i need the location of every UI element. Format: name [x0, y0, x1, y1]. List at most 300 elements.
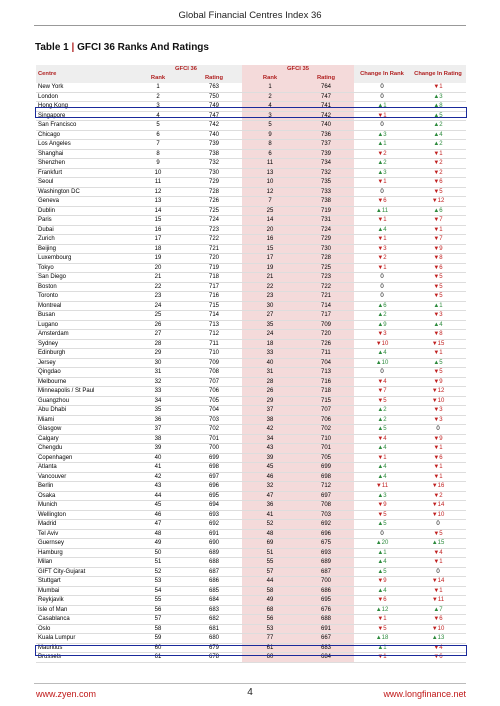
cell-change-rank: 0	[354, 282, 410, 292]
cell-change-rank: 0	[354, 368, 410, 378]
table-row	[36, 149, 466, 159]
cell-change-rank: ▲10	[354, 358, 410, 368]
cell-centre: San Francisco	[36, 121, 130, 131]
cell-gfci35-rating: 728	[298, 254, 354, 264]
table-row	[36, 453, 466, 463]
cell-gfci35-rank: 31	[242, 368, 298, 378]
cell-change-rank: ▼9	[354, 577, 410, 587]
cell-gfci36-rank: 2	[130, 92, 186, 102]
cell-change-rating: ▼15	[410, 339, 466, 349]
cell-change-rank: ▲1	[354, 140, 410, 150]
cell-gfci36-rank: 24	[130, 301, 186, 311]
cell-gfci35-rank: 36	[242, 501, 298, 511]
cell-centre: New York	[36, 83, 130, 92]
cell-change-rating: ▼12	[410, 387, 466, 397]
cell-gfci35-rating: 689	[298, 558, 354, 568]
cell-change-rating: ▼8	[410, 330, 466, 340]
cell-change-rating: ▲1	[410, 301, 466, 311]
cell-gfci36-rank: 9	[130, 159, 186, 169]
cell-gfci35-rating: 731	[298, 216, 354, 226]
cell-gfci36-rank: 34	[130, 396, 186, 406]
cell-gfci36-rating: 704	[186, 406, 242, 416]
cell-gfci35-rating: 735	[298, 178, 354, 188]
cell-gfci36-rating: 690	[186, 539, 242, 549]
table-row	[36, 130, 466, 140]
cell-centre: Seoul	[36, 178, 130, 188]
table-row	[36, 349, 466, 359]
cell-gfci36-rank: 60	[130, 643, 186, 653]
cell-gfci36-rating: 692	[186, 520, 242, 530]
cell-gfci35-rank: 20	[242, 225, 298, 235]
cell-gfci35-rank: 41	[242, 510, 298, 520]
cell-centre: GIFT City-Gujarat	[36, 567, 130, 577]
cell-gfci36-rank: 35	[130, 406, 186, 416]
cell-gfci36-rating: 717	[186, 282, 242, 292]
cell-change-rating: ▲15	[410, 539, 466, 549]
table-row	[36, 605, 466, 615]
cell-gfci36-rating: 713	[186, 320, 242, 330]
cell-gfci35-rank: 55	[242, 558, 298, 568]
cell-change-rating: ▼10	[410, 396, 466, 406]
cell-gfci36-rating: 698	[186, 463, 242, 473]
header-change-rating: Change In Rating	[410, 65, 466, 83]
table-row	[36, 406, 466, 416]
cell-centre: Osaka	[36, 491, 130, 501]
cell-gfci36-rank: 28	[130, 339, 186, 349]
cell-gfci35-rank: 17	[242, 254, 298, 264]
cell-gfci36-rating: 687	[186, 567, 242, 577]
cell-change-rating: ▼1	[410, 472, 466, 482]
cell-change-rank: ▼5	[354, 624, 410, 634]
table-row	[36, 263, 466, 273]
cell-change-rating: 0	[410, 520, 466, 530]
cell-gfci36-rating: 697	[186, 472, 242, 482]
cell-change-rank: ▼6	[354, 197, 410, 207]
cell-gfci35-rating: 723	[298, 273, 354, 283]
cell-gfci36-rank: 8	[130, 149, 186, 159]
cell-gfci35-rank: 56	[242, 615, 298, 625]
cell-change-rank: 0	[354, 529, 410, 539]
cell-change-rating: ▼1	[410, 149, 466, 159]
cell-gfci36-rating: 732	[186, 159, 242, 169]
cell-centre: Brussels	[36, 653, 130, 663]
cell-change-rating: ▼1	[410, 83, 466, 92]
cell-change-rating: ▲5	[410, 111, 466, 121]
cell-change-rating: ▼10	[410, 510, 466, 520]
cell-change-rating: ▼3	[410, 311, 466, 321]
cell-gfci35-rating: 724	[298, 225, 354, 235]
cell-gfci36-rank: 5	[130, 121, 186, 131]
table-row	[36, 643, 466, 653]
cell-centre: Shenzhen	[36, 159, 130, 169]
cell-change-rating: 0	[410, 425, 466, 435]
cell-gfci35-rating: 732	[298, 168, 354, 178]
table-row	[36, 225, 466, 235]
cell-gfci35-rating: 710	[298, 434, 354, 444]
cell-gfci35-rank: 9	[242, 130, 298, 140]
cell-change-rating: ▲4	[410, 130, 466, 140]
cell-gfci35-rating: 736	[298, 130, 354, 140]
table-row	[36, 92, 466, 102]
footer-link-zyen[interactable]: www.zyen.com	[36, 689, 97, 699]
cell-change-rating: ▼7	[410, 235, 466, 245]
cell-change-rating: ▼16	[410, 482, 466, 492]
cell-gfci35-rank: 48	[242, 529, 298, 539]
page-number: 4	[247, 687, 253, 698]
table-row	[36, 111, 466, 121]
cell-gfci35-rank: 40	[242, 358, 298, 368]
header-gfci36-rating: Rating	[186, 74, 242, 83]
cell-gfci35-rating: 740	[298, 121, 354, 131]
table-row	[36, 634, 466, 644]
cell-centre: Munich	[36, 501, 130, 511]
cell-gfci36-rating: 682	[186, 615, 242, 625]
cell-change-rating: ▼12	[410, 197, 466, 207]
cell-change-rating: ▼5	[410, 529, 466, 539]
cell-gfci35-rank: 4	[242, 102, 298, 112]
cell-gfci35-rating: 703	[298, 510, 354, 520]
cell-gfci36-rating: 700	[186, 444, 242, 454]
cell-gfci35-rating: 702	[298, 425, 354, 435]
table-row	[36, 168, 466, 178]
cell-gfci36-rank: 37	[130, 425, 186, 435]
cell-gfci35-rank: 46	[242, 472, 298, 482]
cell-gfci36-rating: 711	[186, 339, 242, 349]
cell-gfci35-rating: 688	[298, 615, 354, 625]
cell-change-rank: ▼4	[354, 377, 410, 387]
table-row	[36, 624, 466, 634]
cell-gfci35-rating: 667	[298, 634, 354, 644]
cell-gfci35-rating: 719	[298, 206, 354, 216]
cell-gfci36-rank: 20	[130, 263, 186, 273]
table-row	[36, 301, 466, 311]
cell-gfci36-rank: 53	[130, 577, 186, 587]
cell-change-rank: ▼2	[354, 254, 410, 264]
cell-gfci36-rating: 707	[186, 377, 242, 387]
cell-gfci35-rank: 33	[242, 349, 298, 359]
cell-centre: Miami	[36, 415, 130, 425]
table-row	[36, 377, 466, 387]
cell-gfci36-rating: 719	[186, 263, 242, 273]
cell-centre: Minneapolis / St Paul	[36, 387, 130, 397]
cell-centre: Zurich	[36, 235, 130, 245]
cell-centre: Isle of Man	[36, 605, 130, 615]
cell-centre: Casablanca	[36, 615, 130, 625]
table-row	[36, 463, 466, 473]
cell-gfci35-rating: 737	[298, 140, 354, 150]
cell-gfci36-rating: 706	[186, 387, 242, 397]
cell-gfci35-rank: 21	[242, 273, 298, 283]
table-title	[35, 42, 209, 53]
cell-gfci36-rank: 15	[130, 216, 186, 226]
cell-gfci36-rank: 16	[130, 225, 186, 235]
cell-gfci36-rank: 27	[130, 330, 186, 340]
cell-gfci35-rank: 27	[242, 311, 298, 321]
cell-change-rank: 0	[354, 121, 410, 131]
cell-gfci35-rank: 18	[242, 339, 298, 349]
cell-change-rank: ▲20	[354, 539, 410, 549]
table-row	[36, 140, 466, 150]
table-row	[36, 358, 466, 368]
cell-gfci35-rating: 692	[298, 520, 354, 530]
cell-gfci35-rating: 707	[298, 406, 354, 416]
cell-centre: Guernsey	[36, 539, 130, 549]
cell-centre: Glasgow	[36, 425, 130, 435]
cell-centre: Calgary	[36, 434, 130, 444]
cell-gfci35-rank: 34	[242, 434, 298, 444]
cell-change-rating: ▼9	[410, 434, 466, 444]
table-row	[36, 216, 466, 226]
cell-gfci35-rating: 675	[298, 539, 354, 549]
table-row	[36, 368, 466, 378]
cell-gfci35-rank: 68	[242, 605, 298, 615]
cell-gfci35-rank: 45	[242, 463, 298, 473]
cell-change-rating: ▼3	[410, 406, 466, 416]
cell-gfci36-rating: 722	[186, 235, 242, 245]
table-row	[36, 444, 466, 454]
cell-gfci36-rank: 47	[130, 520, 186, 530]
cell-gfci35-rating: 704	[298, 358, 354, 368]
table-row	[36, 396, 466, 406]
cell-gfci36-rating: 679	[186, 643, 242, 653]
cell-gfci36-rating: 703	[186, 415, 242, 425]
cell-gfci36-rating: 691	[186, 529, 242, 539]
cell-gfci35-rank: 2	[242, 92, 298, 102]
cell-change-rank: ▲2	[354, 159, 410, 169]
cell-change-rating: ▼6	[410, 178, 466, 188]
table-row	[36, 653, 466, 663]
cell-change-rating: ▼4	[410, 548, 466, 558]
cell-change-rank: ▲4	[354, 444, 410, 454]
cell-gfci35-rank: 35	[242, 320, 298, 330]
cell-gfci36-rank: 55	[130, 596, 186, 606]
cell-gfci35-rating: 716	[298, 377, 354, 387]
cell-gfci35-rank: 77	[242, 634, 298, 644]
cell-centre: Tokyo	[36, 263, 130, 273]
cell-gfci36-rank: 23	[130, 292, 186, 302]
cell-gfci35-rank: 25	[242, 206, 298, 216]
cell-gfci35-rank: 11	[242, 159, 298, 169]
cell-gfci35-rank: 57	[242, 567, 298, 577]
cell-change-rank: ▲1	[354, 102, 410, 112]
cell-change-rating: ▼1	[410, 349, 466, 359]
cell-change-rank: ▲18	[354, 634, 410, 644]
cell-centre: Wellington	[36, 510, 130, 520]
cell-gfci36-rating: 684	[186, 596, 242, 606]
cell-gfci35-rating: 715	[298, 396, 354, 406]
cell-centre: Mauritius	[36, 643, 130, 653]
table-row	[36, 121, 466, 131]
table-row	[36, 491, 466, 501]
cell-gfci36-rating: 688	[186, 558, 242, 568]
cell-change-rank: ▲2	[354, 415, 410, 425]
cell-gfci35-rating: 693	[298, 548, 354, 558]
cell-change-rating: ▲7	[410, 605, 466, 615]
cell-gfci36-rating: 683	[186, 605, 242, 615]
cell-change-rating: ▼5	[410, 292, 466, 302]
cell-gfci35-rating: 730	[298, 244, 354, 254]
header-gfci35-rank: Rank	[242, 74, 298, 83]
cell-centre: Vancouver	[36, 472, 130, 482]
cell-gfci36-rank: 30	[130, 358, 186, 368]
cell-gfci36-rating: 696	[186, 482, 242, 492]
cell-gfci36-rank: 25	[130, 311, 186, 321]
cell-gfci36-rank: 19	[130, 254, 186, 264]
cell-gfci36-rank: 14	[130, 206, 186, 216]
cell-change-rank: ▲5	[354, 520, 410, 530]
table-row	[36, 254, 466, 264]
cell-gfci35-rank: 42	[242, 425, 298, 435]
cell-gfci36-rank: 48	[130, 529, 186, 539]
cell-gfci36-rank: 12	[130, 187, 186, 197]
cell-gfci36-rating: 699	[186, 453, 242, 463]
cell-change-rank: ▼1	[354, 216, 410, 226]
table-row	[36, 596, 466, 606]
cell-centre: Copenhagen	[36, 453, 130, 463]
cell-centre: London	[36, 92, 130, 102]
cell-gfci35-rank: 69	[242, 539, 298, 549]
cell-change-rank: 0	[354, 83, 410, 92]
cell-gfci36-rank: 4	[130, 111, 186, 121]
cell-gfci36-rank: 52	[130, 567, 186, 577]
cell-gfci35-rating: 722	[298, 282, 354, 292]
cell-gfci36-rating: 724	[186, 216, 242, 226]
cell-centre: Tel Aviv	[36, 529, 130, 539]
cell-gfci35-rank: 8	[242, 140, 298, 150]
cell-gfci35-rating: 705	[298, 453, 354, 463]
table-row	[36, 510, 466, 520]
cell-centre: Hong Kong	[36, 102, 130, 112]
cell-gfci35-rating: 706	[298, 415, 354, 425]
cell-change-rank: ▲1	[354, 643, 410, 653]
cell-gfci35-rank: 60	[242, 653, 298, 663]
cell-change-rank: ▼7	[354, 387, 410, 397]
cell-gfci36-rating: 678	[186, 653, 242, 663]
cell-centre: Abu Dhabi	[36, 406, 130, 416]
cell-change-rank: ▼1	[354, 615, 410, 625]
cell-gfci35-rank: 58	[242, 586, 298, 596]
cell-gfci36-rating: 720	[186, 254, 242, 264]
cell-gfci36-rank: 41	[130, 463, 186, 473]
cell-gfci36-rank: 44	[130, 491, 186, 501]
cell-change-rank: ▼1	[354, 453, 410, 463]
cell-gfci36-rank: 22	[130, 282, 186, 292]
cell-gfci36-rank: 13	[130, 197, 186, 207]
cell-gfci35-rating: 700	[298, 577, 354, 587]
cell-gfci36-rating: 712	[186, 330, 242, 340]
cell-centre: Oslo	[36, 624, 130, 634]
cell-gfci35-rank: 14	[242, 216, 298, 226]
cell-gfci36-rating: 686	[186, 577, 242, 587]
cell-gfci36-rating: 715	[186, 301, 242, 311]
cell-centre: Atlanta	[36, 463, 130, 473]
cell-gfci36-rating: 694	[186, 501, 242, 511]
cell-gfci36-rank: 18	[130, 244, 186, 254]
table-row	[36, 339, 466, 349]
cell-change-rating: ▼11	[410, 596, 466, 606]
cell-gfci36-rank: 45	[130, 501, 186, 511]
cell-centre: Hamburg	[36, 548, 130, 558]
cell-centre: Geneva	[36, 197, 130, 207]
cell-centre: Amsterdam	[36, 330, 130, 340]
cell-gfci36-rank: 39	[130, 444, 186, 454]
cell-gfci35-rating: 698	[298, 472, 354, 482]
cell-gfci36-rank: 26	[130, 320, 186, 330]
cell-centre: Washington DC	[36, 187, 130, 197]
cell-gfci35-rating: 714	[298, 301, 354, 311]
cell-gfci35-rating: 687	[298, 567, 354, 577]
cell-gfci36-rating: 723	[186, 225, 242, 235]
cell-change-rank: ▲5	[354, 425, 410, 435]
table-row	[36, 434, 466, 444]
cell-centre: Paris	[36, 216, 130, 226]
footer-link-longfinance[interactable]: www.longfinance.net	[383, 689, 466, 699]
cell-change-rating: ▼14	[410, 577, 466, 587]
cell-gfci36-rating: 740	[186, 130, 242, 140]
cell-gfci36-rank: 57	[130, 615, 186, 625]
cell-gfci35-rank: 16	[242, 235, 298, 245]
cell-gfci35-rank: 7	[242, 197, 298, 207]
cell-change-rank: ▼1	[354, 178, 410, 188]
cell-gfci36-rating: 680	[186, 634, 242, 644]
cell-gfci36-rating: 726	[186, 197, 242, 207]
cell-centre: Luxembourg	[36, 254, 130, 264]
cell-centre: Dublin	[36, 206, 130, 216]
cell-gfci35-rating: 697	[298, 491, 354, 501]
table-row	[36, 282, 466, 292]
cell-gfci35-rating: 709	[298, 320, 354, 330]
cell-gfci35-rating: 742	[298, 111, 354, 121]
table-row	[36, 567, 466, 577]
cell-centre: Chicago	[36, 130, 130, 140]
cell-gfci36-rank: 49	[130, 539, 186, 549]
cell-gfci36-rank: 1	[130, 83, 186, 92]
cell-gfci35-rank: 39	[242, 453, 298, 463]
cell-gfci35-rating: 725	[298, 263, 354, 273]
cell-change-rank: 0	[354, 273, 410, 283]
cell-gfci36-rating: 739	[186, 140, 242, 150]
cell-change-rank: ▼9	[354, 501, 410, 511]
cell-change-rank: ▲1	[354, 548, 410, 558]
cell-gfci36-rank: 36	[130, 415, 186, 425]
header-change-rank: Change In Rank	[354, 65, 410, 83]
cell-gfci36-rank: 29	[130, 349, 186, 359]
cell-gfci36-rank: 31	[130, 368, 186, 378]
table-row	[36, 320, 466, 330]
cell-gfci36-rank: 7	[130, 140, 186, 150]
table-row	[36, 472, 466, 482]
cell-gfci36-rating: 710	[186, 349, 242, 359]
cell-centre: Qingdao	[36, 368, 130, 378]
header-centre: Centre	[36, 65, 130, 83]
cell-gfci36-rating: 747	[186, 111, 242, 121]
cell-gfci36-rank: 50	[130, 548, 186, 558]
cell-gfci35-rating: 734	[298, 159, 354, 169]
cell-gfci35-rank: 47	[242, 491, 298, 501]
cell-centre: Lugano	[36, 320, 130, 330]
cell-centre: Shanghai	[36, 149, 130, 159]
cell-gfci35-rating: 686	[298, 586, 354, 596]
cell-gfci35-rating: 701	[298, 444, 354, 454]
cell-gfci35-rank: 1	[242, 83, 298, 92]
cell-gfci36-rating: 685	[186, 586, 242, 596]
cell-gfci35-rating: 713	[298, 368, 354, 378]
cell-change-rating: ▼4	[410, 643, 466, 653]
header-gfci36: GFCI 36	[130, 65, 242, 74]
cell-change-rank: ▼1	[354, 263, 410, 273]
cell-gfci35-rank: 29	[242, 396, 298, 406]
cell-gfci36-rating: 725	[186, 206, 242, 216]
